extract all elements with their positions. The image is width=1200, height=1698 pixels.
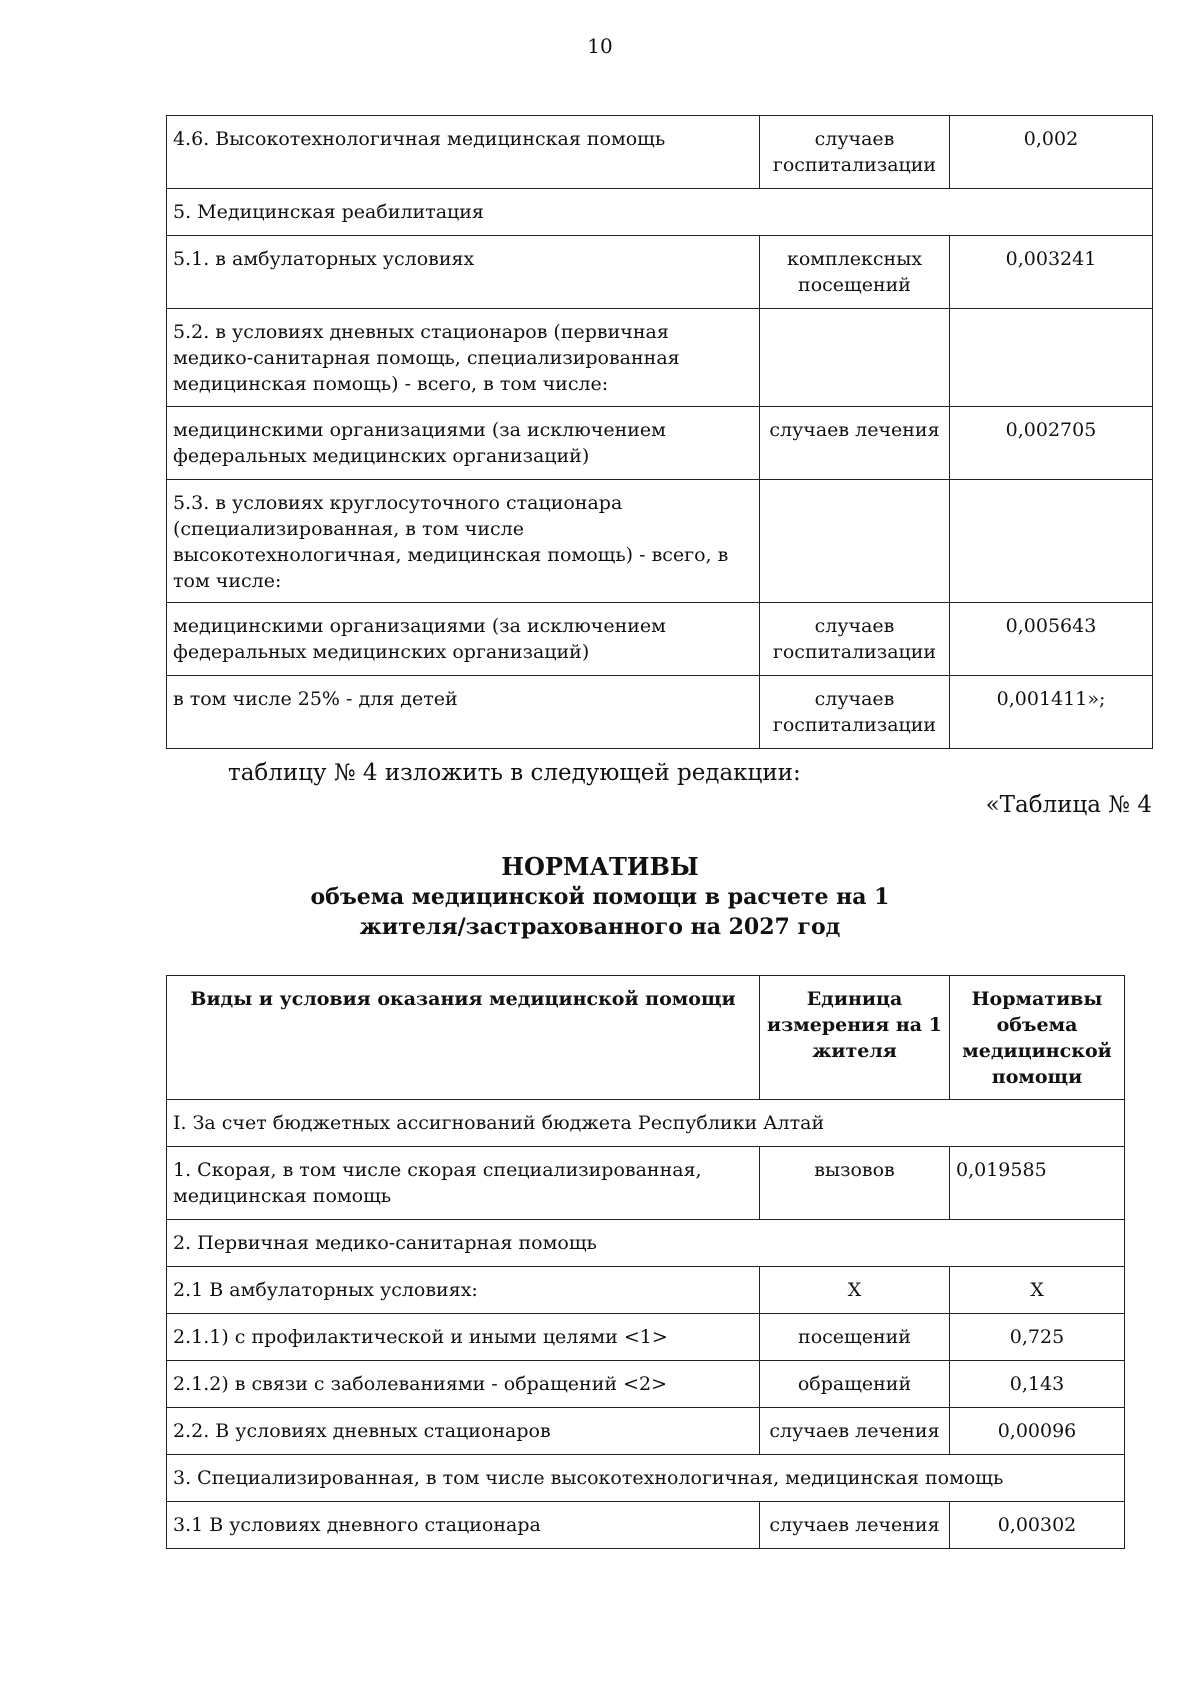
section-title: 5. Медицинская реабилитация — [167, 189, 1153, 236]
row-name: медицинскими организациями (за исключением федеральных медицинских организаций) — [167, 603, 760, 676]
row-name: 5.2. в условиях дневных стационаров (первичная медико-санитарная помощь, специализированная медицинская помощь) - всего, в том числе: — [167, 309, 760, 407]
section-title: 3. Специализированная, в том числе высокотехнологичная, медицинская помощь — [167, 1455, 1125, 1502]
header-row — [167, 976, 1125, 1100]
table-row — [167, 480, 1153, 603]
row-name: в том числе 25% - для детей — [167, 676, 760, 749]
row-unit: случаев лечения — [760, 1408, 950, 1455]
section-title: I. За счет бюджетных ассигнований бюджета Республики Алтай — [167, 1100, 1125, 1147]
section-row — [167, 1455, 1125, 1502]
table-reference: «Таблица № 4 — [985, 792, 1152, 818]
row-unit: случаев госпитализации — [760, 116, 950, 189]
row-unit: случаев госпитализации — [760, 603, 950, 676]
row-value: Х — [950, 1267, 1125, 1314]
table-row — [167, 676, 1153, 749]
row-value: 0,143 — [950, 1361, 1125, 1408]
row-value: 0,00302 — [950, 1502, 1125, 1549]
row-name: 5.3. в условиях круглосуточного стационара (специализированная, в том числе высокотехнологичная, медицинская помощь) - всего, в том числе: — [167, 480, 760, 603]
row-unit: вызовов — [760, 1147, 950, 1220]
row-name: 2.2. В условиях дневных стационаров — [167, 1408, 760, 1455]
continuation-table — [166, 115, 1153, 749]
row-value: 0,00096 — [950, 1408, 1125, 1455]
row-name: 4.6. Высокотехнологичная медицинская помощь — [167, 116, 760, 189]
table-heading-title: НОРМАТИВЫ — [501, 852, 699, 881]
row-unit: посещений — [760, 1314, 950, 1361]
table-row — [167, 1408, 1125, 1455]
row-name: 1. Скорая, в том числе скорая специализированная, медицинская помощь — [167, 1147, 760, 1220]
table-row — [167, 1267, 1125, 1314]
page-number: 10 — [587, 34, 613, 58]
row-unit — [760, 309, 950, 407]
row-value — [950, 309, 1153, 407]
table-row — [167, 1502, 1125, 1549]
table-row — [167, 1361, 1125, 1408]
row-value: 0,001411»; — [950, 676, 1153, 749]
table-row — [167, 309, 1153, 407]
table-heading-subtitle: объема медицинской помощи в расчете на 1 — [310, 884, 890, 910]
row-value: 0,003241 — [950, 236, 1153, 309]
row-value: 0,005643 — [950, 603, 1153, 676]
row-value: 0,019585 — [950, 1147, 1125, 1220]
section-row — [167, 189, 1153, 236]
section-row — [167, 1220, 1125, 1267]
table-row — [167, 236, 1153, 309]
row-unit: обращений — [760, 1361, 950, 1408]
row-unit: Х — [760, 1267, 950, 1314]
table-row — [167, 1314, 1125, 1361]
row-name: 5.1. в амбулаторных условиях — [167, 236, 760, 309]
column-header-type: Виды и условия оказания медицинской помощи — [167, 976, 760, 1100]
row-value: 0,002 — [950, 116, 1153, 189]
row-name: 3.1 В условиях дневного стационара — [167, 1502, 760, 1549]
column-header-norm: Нормативы объема медицинской помощи — [950, 976, 1125, 1100]
row-name: 2.1.1) с профилактической и иными целями <1> — [167, 1314, 760, 1361]
table-row — [167, 116, 1153, 189]
row-name: 2.1 В амбулаторных условиях: — [167, 1267, 760, 1314]
row-name: медицинскими организациями (за исключением федеральных медицинских организаций) — [167, 407, 760, 480]
section-title: 2. Первичная медико-санитарная помощь — [167, 1220, 1125, 1267]
row-unit: комплексных посещений — [760, 236, 950, 309]
norms-table — [166, 975, 1125, 1549]
table-row — [167, 407, 1153, 480]
column-header-unit: Единица измерения на 1 жителя — [760, 976, 950, 1100]
row-unit: случаев госпитализации — [760, 676, 950, 749]
row-unit: случаев лечения — [760, 407, 950, 480]
row-value: 0,002705 — [950, 407, 1153, 480]
table-row — [167, 603, 1153, 676]
table-row — [167, 1147, 1125, 1220]
row-unit: случаев лечения — [760, 1502, 950, 1549]
row-value: 0,725 — [950, 1314, 1125, 1361]
amendment-text: таблицу № 4 изложить в следующей редакции: — [228, 760, 801, 786]
table-heading-subtitle-2: жителя/застрахованного на 2027 год — [359, 914, 841, 940]
row-value — [950, 480, 1153, 603]
row-name: 2.1.2) в связи с заболеваниями - обращений <2> — [167, 1361, 760, 1408]
section-row — [167, 1100, 1125, 1147]
row-unit — [760, 480, 950, 603]
